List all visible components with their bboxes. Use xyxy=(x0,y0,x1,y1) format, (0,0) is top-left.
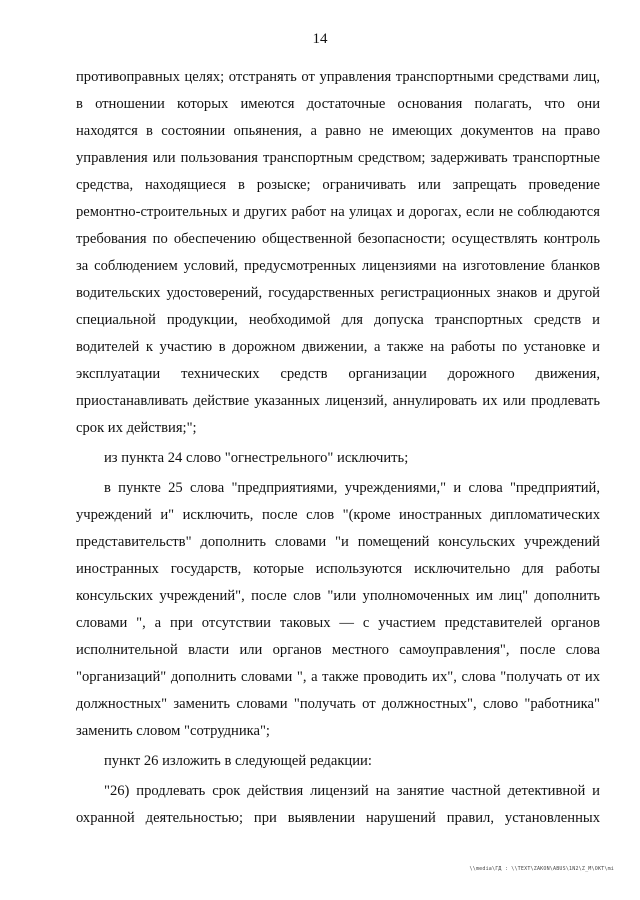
text-line: пункт 26 изложить в следующей редакции: xyxy=(104,753,372,769)
text-line: требования по обеспечению общественной безопасности; осуществлять контроль xyxy=(76,231,600,247)
text-line: "26) продлевать срок действия лицензий на занятие частной детективной и xyxy=(104,783,600,799)
text-line: приостанавливать действие указанных лицензий, аннулировать их или продлевать xyxy=(76,393,600,409)
text-line: средства, находящиеся в розыске; ограничивать или запрещать проведение xyxy=(76,177,600,193)
paragraph-item-25 xyxy=(76,475,600,745)
text-line: водителей к участию в дорожном движении, а также на работы по установке и xyxy=(76,339,600,355)
text-line: противоправных целях; отстранять от управления транспортными средствами лиц, xyxy=(76,69,600,85)
text-line: срок их действия;"; xyxy=(76,420,197,436)
text-line: в отношении которых имеются достаточные основания полагать, что они xyxy=(76,96,600,112)
paragraph-item-24 xyxy=(76,445,600,472)
text-line: заменить словом "сотрудника"; xyxy=(76,723,270,739)
text-line: консульских учреждений", после слов "или уполномоченных им лиц" дополнить xyxy=(76,588,600,604)
text-line: исполнительной власти или органов местного самоуправления", после слова xyxy=(76,642,600,658)
text-line: ремонтно-строительных и других работ на улицах и дорогах, если не соблюдаются xyxy=(76,204,600,220)
footer-file-path: \\media\ГД : \\TEXT\ZAKON\ABUS\1N2\Z_M\OKT\mi xyxy=(469,866,614,872)
text-line: из пункта 24 слово "огнестрельного" исключить; xyxy=(104,450,409,466)
paragraph-item-26-intro xyxy=(76,748,600,775)
document-body xyxy=(76,64,600,832)
text-line: специальной продукции, необходимой для допуска транспортных средств и xyxy=(76,312,600,328)
paragraph-item-26-text xyxy=(76,778,600,832)
text-line: эксплуатации технических средств организации дорожного движения, xyxy=(76,366,600,382)
text-line: представительств" дополнить словами "и помещений консульских учреждений xyxy=(76,534,600,550)
text-line: в пункте 25 слова "предприятиями, учреждениями," и слова "предприятий, xyxy=(104,480,600,496)
text-line: учреждений и" исключить, после слов "(кроме иностранных дипломатических xyxy=(76,507,600,523)
paragraph-continuation xyxy=(76,64,600,442)
text-line: иностранных государств, которые используются исключительно для работы xyxy=(76,561,600,577)
text-line: охранной деятельностью; при выявлении нарушений правил, установленных xyxy=(76,810,600,826)
text-line: "организаций" дополнить словами ", а также проводить их", слова "получать от их xyxy=(76,669,600,685)
text-line: водительских удостоверений, государственных регистрационных знаков и другой xyxy=(76,285,600,301)
text-line: за соблюдением условий, предусмотренных лицензиями на изготовление бланков xyxy=(76,258,600,274)
text-line: должностных" заменить словами "получать от должностных", слово "работника" xyxy=(76,696,600,712)
text-line: находятся в состоянии опьянения, а равно не имеющих документов на право xyxy=(76,123,600,139)
text-line: управления или пользования транспортным средством; задерживать транспортные xyxy=(76,150,600,166)
page-number: 14 xyxy=(312,31,328,47)
text-line: словами ", а при отсутствии таковых — с участием представителей органов xyxy=(76,615,600,631)
